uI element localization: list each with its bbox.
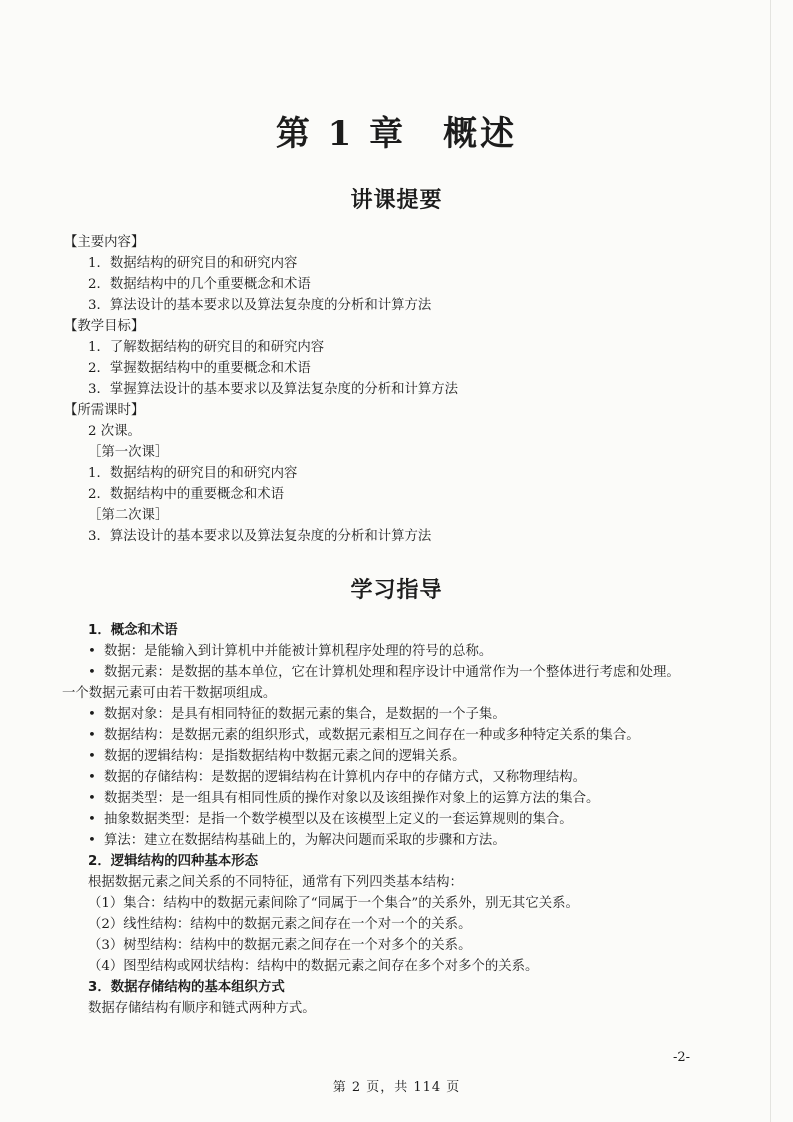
section-2-intro: 根据数据元素之间关系的不同特征，通常有下列四类基本结构： bbox=[88, 875, 463, 890]
term-text: 数据元素：是数据的基本单位，它在计算机处理和程序设计中通常作为一个整体进行考虑和处理。 bbox=[104, 665, 680, 680]
bullet-icon: • bbox=[88, 770, 96, 785]
bullet-icon: • bbox=[88, 644, 96, 659]
main-content-label: 【主要内容】 bbox=[64, 235, 145, 250]
second-lesson-item: 3．算法设计的基本要求以及算法复杂度的分析和计算方法 bbox=[88, 529, 432, 544]
page-footer: 第 2 页，共 114 页 bbox=[332, 1080, 461, 1095]
structure-item: （1）集合：结构中的数据元素间除了“同属于一个集合”的关系外，别无其它关系。 bbox=[88, 896, 579, 911]
term-item bbox=[88, 705, 506, 725]
goals-label: 【教学目标】 bbox=[64, 319, 145, 334]
term-text: 抽象数据类型：是指一个数学模型以及在该模型上定义的一套运算规则的集合。 bbox=[104, 812, 573, 827]
study-heading: 学习指导 bbox=[350, 578, 443, 603]
goal-item: 2．掌握数据结构中的重要概念和术语 bbox=[88, 361, 311, 376]
term-item bbox=[88, 768, 586, 788]
chapter-title: 第 1 章 概述 bbox=[275, 114, 518, 154]
goal-item: 3．掌握算法设计的基本要求以及算法复杂度的分析和计算方法 bbox=[88, 382, 459, 397]
bullet-icon: • bbox=[88, 833, 96, 848]
page-edge-line bbox=[770, 0, 771, 1122]
section-1-title: 1．概念和术语 bbox=[88, 623, 178, 638]
term-item bbox=[88, 726, 640, 746]
hours-text: 2 次课。 bbox=[88, 424, 141, 439]
term-text: 数据的存储结构：是数据的逻辑结构在计算机内存中的存储方式，又称物理结构。 bbox=[104, 770, 587, 785]
term-item bbox=[88, 831, 506, 851]
goal-item: 1．了解数据结构的研究目的和研究内容 bbox=[88, 340, 325, 355]
section-2-title: 2．逻辑结构的四种基本形态 bbox=[88, 854, 259, 869]
bullet-icon: • bbox=[88, 812, 96, 827]
structure-item: （2）线性结构：结构中的数据元素之间存在一个对一个的关系。 bbox=[88, 917, 472, 932]
bullet-icon: • bbox=[88, 665, 96, 680]
bullet-icon: • bbox=[88, 728, 96, 743]
term-item bbox=[88, 747, 466, 767]
term-text: 数据：是能输入到计算机中并能被计算机程序处理的符号的总称。 bbox=[104, 644, 493, 659]
section-3-text: 数据存储结构有顺序和链式两种方式。 bbox=[88, 1001, 316, 1016]
term-text: 数据结构：是数据元素的组织形式，或数据元素相互之间存在一种或多种特定关系的集合。 bbox=[104, 728, 640, 743]
term-item bbox=[88, 663, 680, 683]
structure-item: （4）图型结构或网状结构：结构中的数据元素之间存在多个对多个的关系。 bbox=[88, 959, 539, 974]
term-text: 数据的逻辑结构：是指数据结构中数据元素之间的逻辑关系。 bbox=[104, 749, 466, 764]
structure-item: （3）树型结构：结构中的数据元素之间存在一个对多个的关系。 bbox=[88, 938, 472, 953]
term-continuation: 一个数据元素可由若干数据项组成。 bbox=[62, 686, 277, 701]
page-number: -2- bbox=[672, 1050, 690, 1065]
term-item bbox=[88, 810, 573, 830]
first-lesson-item: 1．数据结构的研究目的和研究内容 bbox=[88, 466, 298, 481]
term-item bbox=[88, 642, 492, 662]
term-text: 数据类型：是一组具有相同性质的操作对象以及该组操作对象上的运算方法的集合。 bbox=[104, 791, 600, 806]
first-lesson-label: ［第一次课］ bbox=[88, 445, 169, 460]
second-lesson-label: ［第二次课］ bbox=[88, 508, 169, 523]
main-content-item: 1．数据结构的研究目的和研究内容 bbox=[88, 256, 298, 271]
bullet-icon: • bbox=[88, 791, 96, 806]
lecture-heading: 讲课提要 bbox=[350, 188, 443, 213]
term-text: 算法：建立在数据结构基础上的，为解决问题而采取的步骤和方法。 bbox=[104, 833, 506, 848]
term-item bbox=[88, 789, 599, 809]
bullet-icon: • bbox=[88, 749, 96, 764]
main-content-item: 2．数据结构中的几个重要概念和术语 bbox=[88, 277, 311, 292]
first-lesson-item: 2．数据结构中的重要概念和术语 bbox=[88, 487, 284, 502]
hours-label: 【所需课时】 bbox=[64, 403, 145, 418]
term-text: 数据对象：是具有相同特征的数据元素的集合，是数据的一个子集。 bbox=[104, 707, 506, 722]
section-3-title: 3．数据存储结构的基本组织方式 bbox=[88, 980, 285, 995]
bullet-icon: • bbox=[88, 707, 96, 722]
main-content-item: 3．算法设计的基本要求以及算法复杂度的分析和计算方法 bbox=[88, 298, 432, 313]
